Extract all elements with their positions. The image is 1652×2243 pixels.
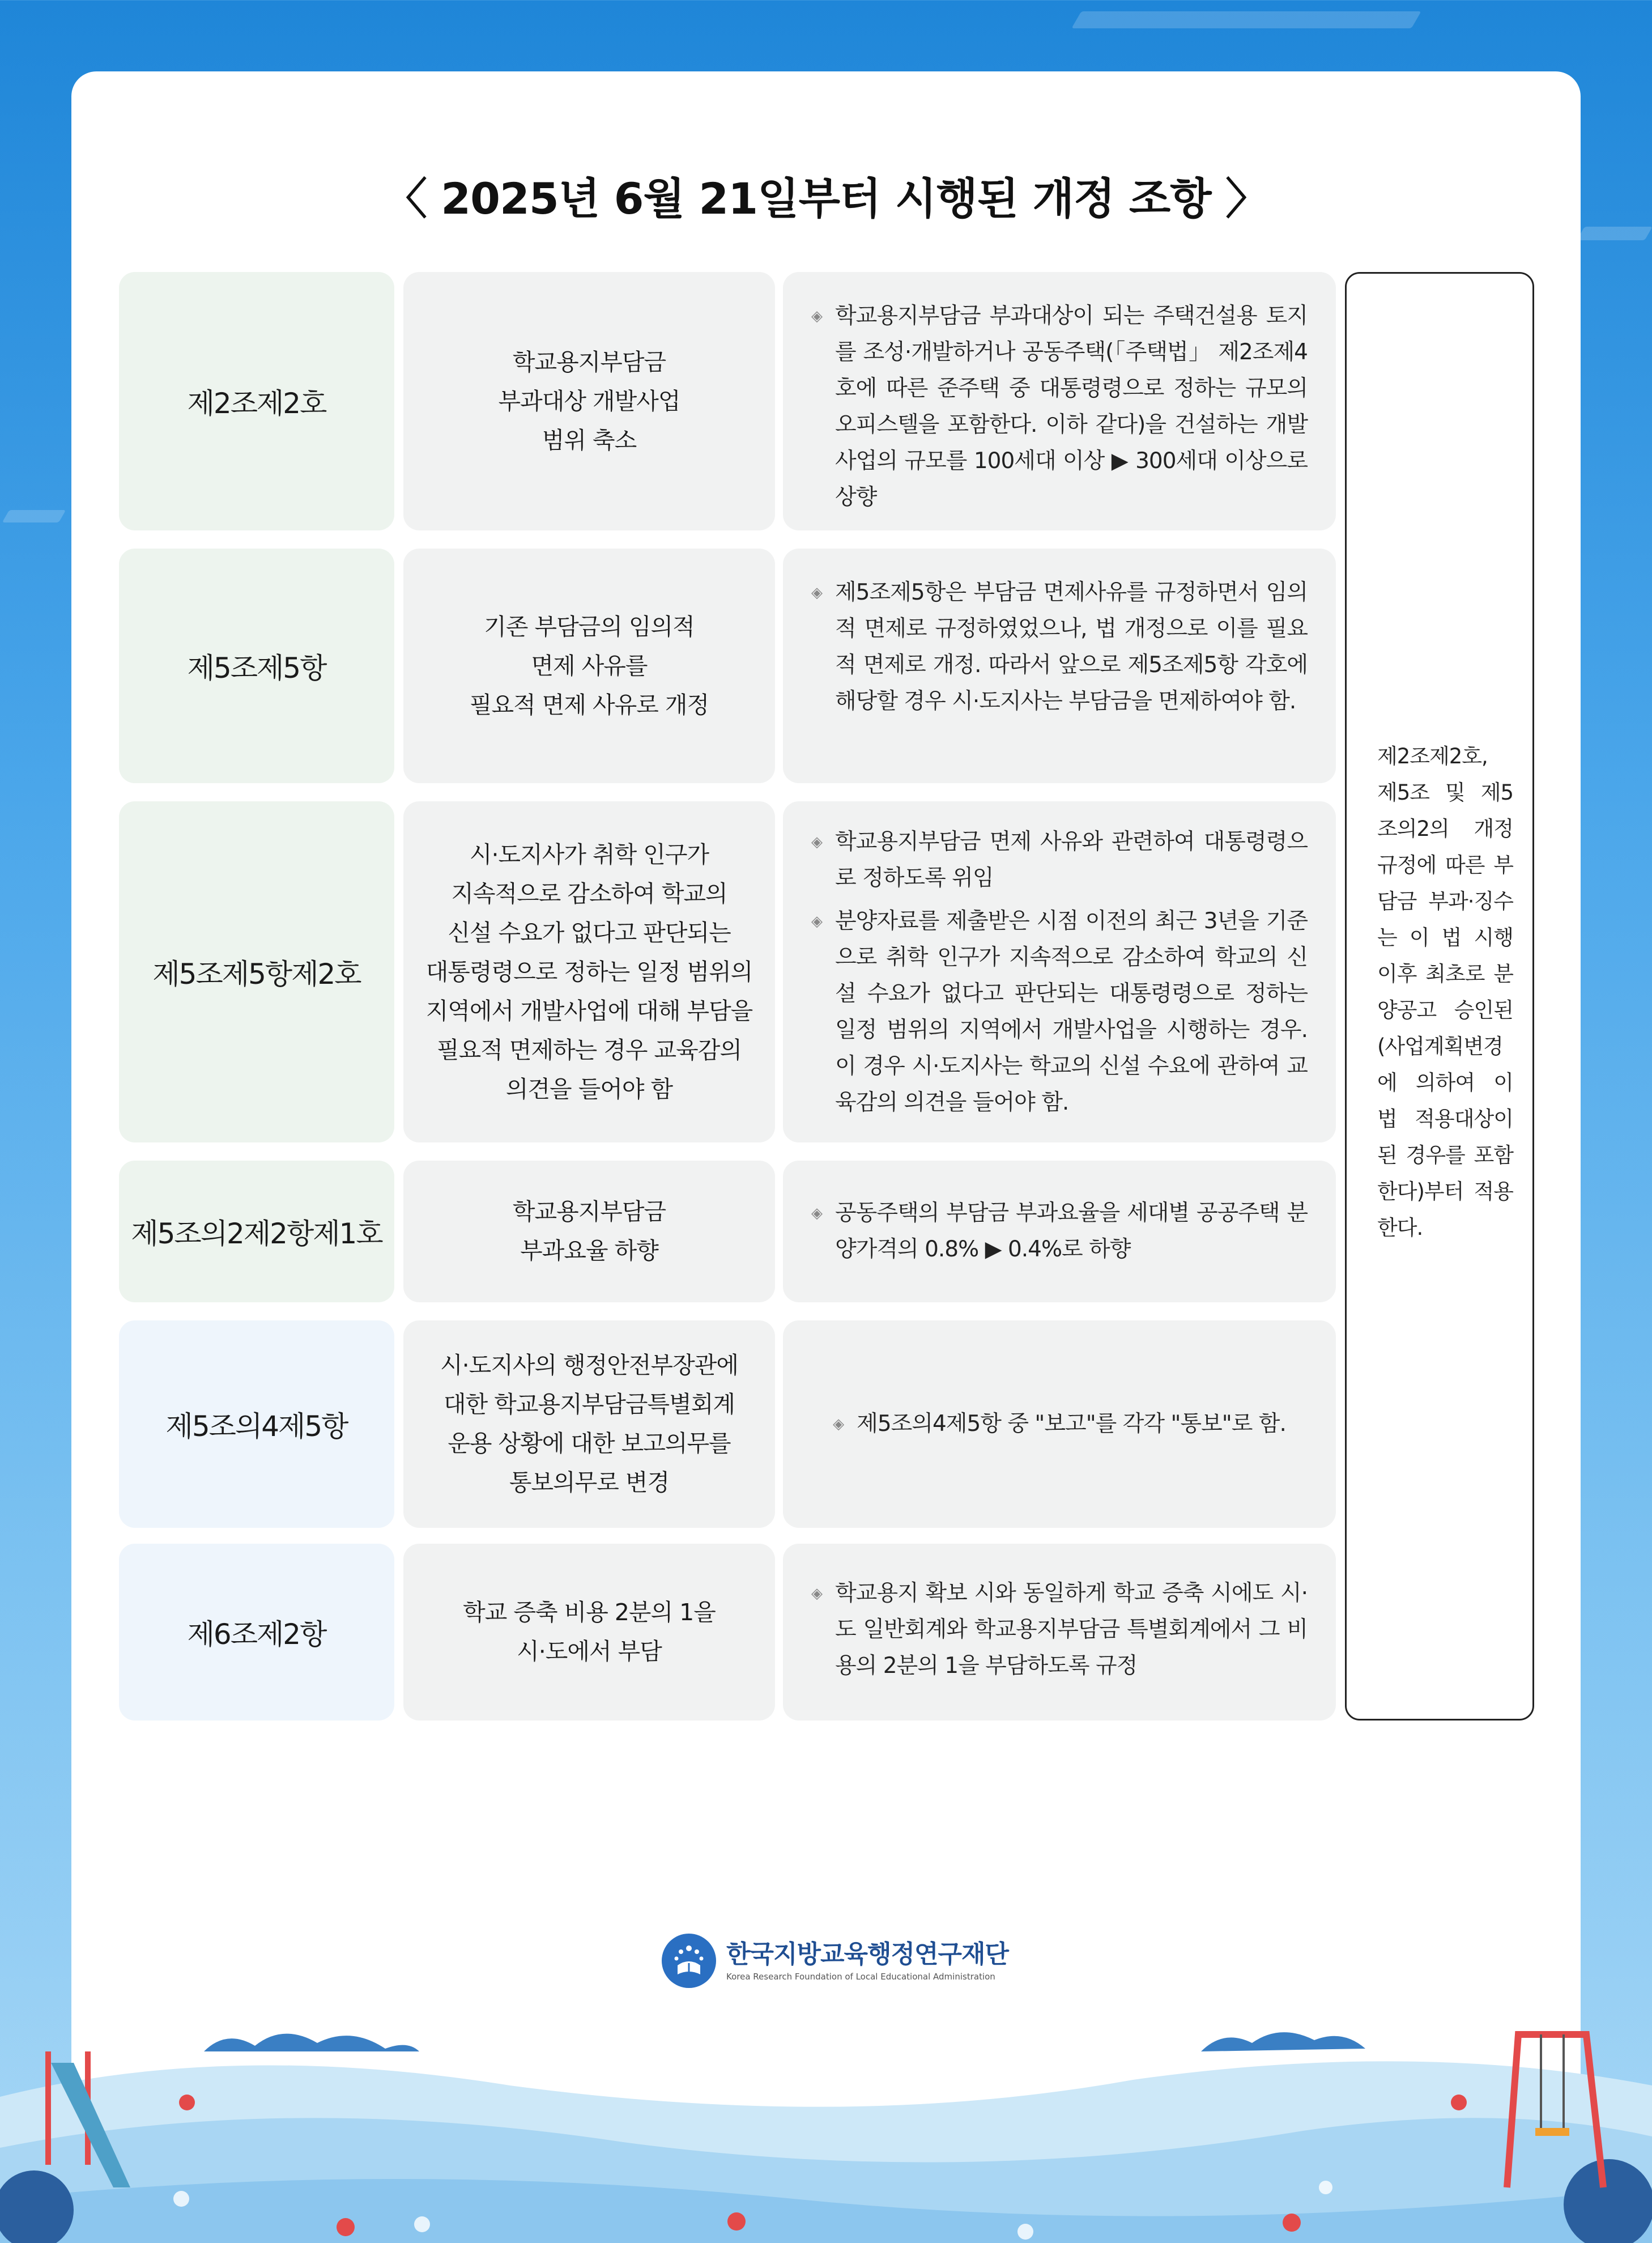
summary-cell	[403, 272, 775, 530]
detail-cell	[783, 1544, 1336, 1721]
summary-cell	[403, 801, 775, 1142]
summary-line: 신설 수요가 없다고 판단되는	[448, 919, 731, 946]
sky-glint	[1071, 11, 1421, 28]
summary-text	[499, 343, 680, 460]
article-cell	[119, 549, 394, 783]
summary-line: 기존 부담금의 임의적	[484, 613, 695, 640]
detail-bullet: ◈ 분양자료를 제출받은 시점 이전의 최근 3년을 기준으로 취학 인구가 지속적으로 감소하여 학교의 신설 수요가 없다고 판단되는 대통령령으로 정하는 일정 범위의 지역에서 개발사업을 시행하는 경우. 이 경우 시·도지사는 학교의 신설 수요에 관하여 교육감의 의견을 들어야 함.	[811, 903, 1308, 1121]
summary-line: 학교용지부담금	[512, 348, 666, 376]
summary-line: 지역에서 개발사업에 대해 부담을	[425, 997, 753, 1025]
summary-line: 필요적 면제 사유로 개정	[469, 691, 709, 719]
sky-glint	[1577, 227, 1652, 240]
detail-bullet: ◈ 학교용지부담금 면제 사유와 관련하여 대통령령으로 정하도록 위임	[811, 824, 1308, 897]
summary-line: 시·도에서 부담	[517, 1638, 662, 1665]
playground-illustration	[0, 2017, 1652, 2243]
summary-line: 시·도지사의 행정안전부장관에	[440, 1352, 738, 1379]
summary-line: 면제 사유를	[531, 652, 648, 679]
detail-bullet: ◈ 학교용지 확보 시와 동일하게 학교 증축 시에도 시·도 일반회계와 학교용지부담금 특별회계에서 그 비용의 2분의 1을 부담하도록 규정	[811, 1575, 1308, 1684]
article-label: 제2조제2호	[187, 387, 326, 420]
article-label: 제5조제5항제2호	[152, 958, 361, 991]
foundation-logo-text	[726, 1939, 1008, 1983]
detail-bullet: ◈ 학교용지부담금 부과대상이 되는 주택건설용 토지를 조성·개발하거나 공동주택(「주택법」 제2조제4호에 따른 준주택 중 대통령령으로 정하는 규모의 오피스텔을 포함한다. 이하 같다)을 건설하는 개발사업의 규모를 100세대 이상 ▶ 300세대 이상으로 상향	[811, 298, 1308, 516]
sky-glint	[2, 510, 66, 522]
summary-text	[513, 1192, 666, 1271]
foundation-english-name: Korea Research Foundation of Local Educational Administration	[726, 1972, 995, 1982]
summary-text	[470, 608, 709, 725]
summary-line: 대통령령으로 정하는 일정 범위의	[425, 958, 753, 985]
article-label: 제6조제2항	[187, 1618, 326, 1651]
detail-cell	[783, 549, 1336, 783]
article-label: 제5조의2제2항제1호	[131, 1217, 382, 1250]
detail-cell	[783, 1161, 1336, 1302]
summary-text	[426, 835, 753, 1109]
detail-bullet: ◈ 제5조의4제5항 중 "보고"를 각각 "통보"로 함.	[833, 1406, 1286, 1442]
summary-cell	[403, 1320, 775, 1528]
foundation-name: 한국지방교육행정연구재단	[726, 1940, 1009, 1969]
summary-line: 지속적으로 감소하여 학교의	[451, 880, 727, 907]
summary-line: 학교 증축 비용 2분의 1을	[463, 1599, 716, 1626]
detail-bullet: ◈ 제5조제5항은 부담금 면제사유를 규정하면서 임의적 면제로 규정하였었으나, 법 개정으로 이를 필요적 면제로 개정. 따라서 앞으로 제5조제5항 각호에 해당할 경우 시·도지사는 부담금을 면제하여야 함.	[811, 575, 1308, 720]
summary-line: 대한 학교용지부담금특별회계	[444, 1391, 735, 1418]
summary-text	[463, 1593, 716, 1671]
summary-line: 범위 축소	[542, 426, 637, 454]
summary-line: 학교용지부담금	[512, 1198, 666, 1225]
summary-line: 운용 상황에 대한 보고의무를	[448, 1430, 731, 1457]
foundation-logo-icon	[662, 1934, 716, 1988]
article-cell	[119, 1320, 394, 1528]
article-cell	[119, 1161, 394, 1302]
detail-cell	[783, 272, 1336, 530]
article-cell	[119, 801, 394, 1142]
detail-cell	[783, 1320, 1336, 1528]
article-label: 제5조의4제5항	[165, 1410, 348, 1443]
article-cell	[119, 272, 394, 530]
detail-cell	[783, 801, 1336, 1142]
summary-line: 시·도지사가 취학 인구가	[469, 840, 709, 868]
summary-text	[440, 1346, 738, 1502]
summary-line: 부과요율 하향	[520, 1237, 658, 1264]
summary-line: 필요적 면제하는 경우 교육감의	[437, 1036, 742, 1064]
summary-line: 통보의무로 변경	[509, 1469, 670, 1496]
article-cell	[119, 1544, 394, 1721]
summary-line: 부과대상 개발사업	[498, 387, 680, 415]
summary-cell	[403, 549, 775, 783]
effective-date-note: 제2조제2호, 제5조 및 제5조의2의 개정규정에 따른 부담금 부과·징수는 이 법 시행 이후 최초로 분양공고 승인된 (사업계획변경에 의하여 이 법 적용대상이 된 경우를 포함한다)부터 적용한다.	[1345, 272, 1534, 1721]
article-label: 제5조제5항	[187, 652, 326, 685]
page-title: 〈 2025년 6월 21일부터 시행된 개정 조항 〉	[384, 173, 1268, 224]
summary-line: 의견을 들어야 함	[505, 1075, 673, 1103]
foundation-logo	[662, 1934, 1008, 1988]
detail-bullet: ◈ 공동주택의 부담금 부과요율을 세대별 공공주택 분양가격의 0.8% ▶ 0.4%로 하향	[811, 1195, 1308, 1268]
summary-cell	[403, 1161, 775, 1302]
summary-cell	[403, 1544, 775, 1721]
